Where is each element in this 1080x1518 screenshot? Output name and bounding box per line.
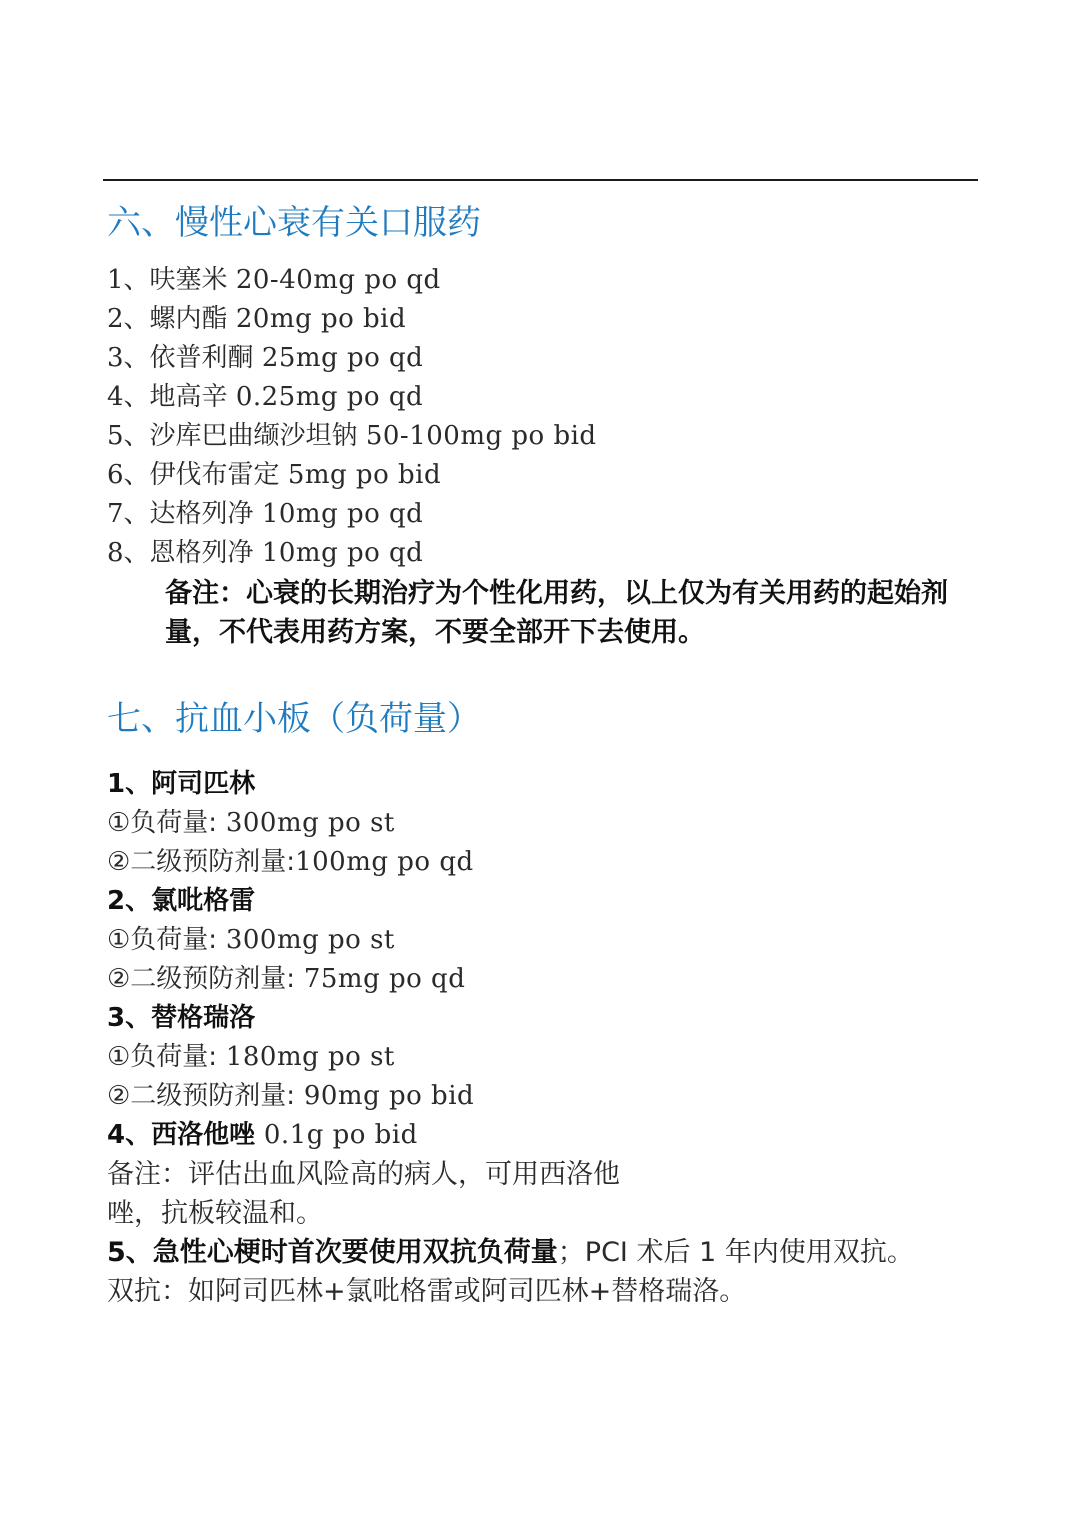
- section6-title: 六、慢性心衰有关口服药: [107, 203, 481, 243]
- list-item: 6、伊伐布雷定 5mg po bid: [107, 460, 442, 490]
- drug-heading: 4、西洛他唑 0.1g po bid: [107, 1120, 418, 1150]
- drug-heading: 3、替格瑞洛: [107, 1003, 256, 1033]
- dose-line: ②二级预防剂量:100mg po qd: [107, 847, 474, 877]
- list-item: 2、螺内酯 20mg po bid: [107, 304, 407, 334]
- dose-line: ①负荷量: 180mg po st: [107, 1042, 395, 1072]
- dose-line: ①负荷量: 300mg po st: [107, 808, 395, 838]
- section6-note: 备注：心衰的长期治疗为个性化用药，以上仅为有关用药的起始剂量，不代表用药方案，不要全部开下去使用。: [165, 578, 948, 648]
- list-item: 7、达格列净 10mg po qd: [107, 499, 424, 529]
- list-item: 5、沙库巴曲缬沙坦钠 50-100mg po bid: [107, 421, 597, 451]
- section7-note-line2: 唑，抗板较温和。: [107, 1198, 323, 1229]
- section7-note-line1: 备注：评估出血风险高的病人，可用西洛他: [107, 1159, 620, 1190]
- list-item: 8、恩格列净 10mg po qd: [107, 538, 424, 568]
- dose-line: ①负荷量: 300mg po st: [107, 925, 395, 955]
- list-item: 1、呋塞米 20-40mg po qd: [107, 265, 441, 295]
- list-item: 3、依普利酮 25mg po qd: [107, 343, 424, 373]
- list-item: 4、地高辛 0.25mg po qd: [107, 382, 424, 412]
- dose-line: ②二级预防剂量: 75mg po qd: [107, 964, 466, 994]
- section7-title: 七、抗血小板（负荷量）: [107, 699, 481, 739]
- item5-line1: 5、急性心梗时首次要使用双抗负荷量；PCI 术后 1 年内使用双抗。: [107, 1237, 914, 1268]
- drug-heading: 1、阿司匹林: [107, 769, 256, 799]
- top-divider: [103, 179, 978, 181]
- item5-line2: 双抗：如阿司匹林+氯吡格雷或阿司匹林+替格瑞洛。: [107, 1276, 747, 1307]
- dose-line: ②二级预防剂量: 90mg po bid: [107, 1081, 475, 1111]
- drug-heading: 2、氯吡格雷: [107, 886, 256, 916]
